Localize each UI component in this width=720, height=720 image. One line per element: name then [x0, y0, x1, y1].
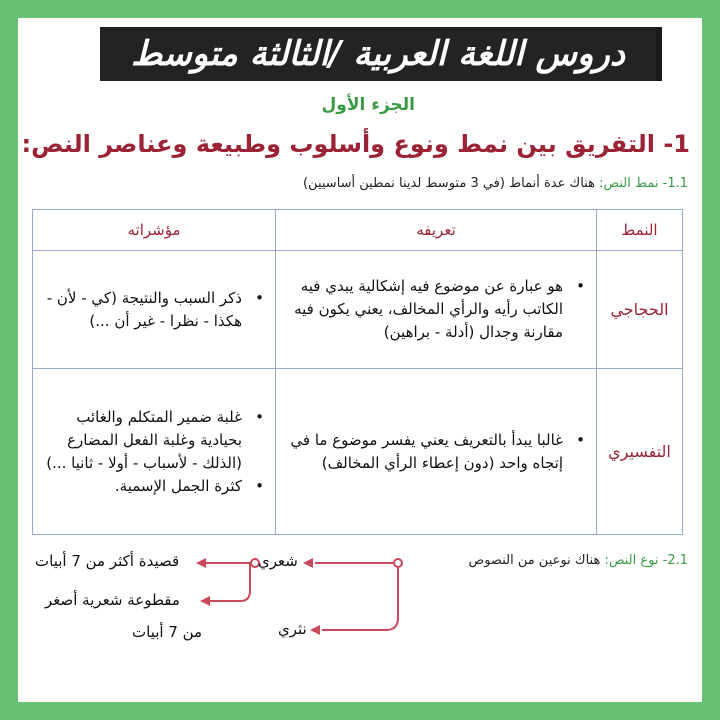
type-poetic: شعري: [258, 552, 298, 570]
poem-label: قصيدة أكثر من 7 أبيات: [35, 552, 180, 570]
subsection-number: 1.1- نمط النص:: [599, 176, 688, 191]
node-dot-icon: [394, 559, 402, 567]
indicator-item: • غلبة ضمير المتكلم والغائب بحيادية وغلبة الفعل المضارع (الذلك - لأسباب - أولا - ثانيا ...): [40, 406, 242, 475]
part-label: الجزء الأول: [321, 95, 415, 115]
section-heading: 1- التفريق بين نمط ونوع وأسلوب وطبيعة وعناصر النص:: [21, 130, 690, 158]
subsection-body: هناك عدة أنماط (في 3 متوسط لدينا نمطين أساسيين): [302, 176, 600, 191]
cell-type-explanatory: التفسيري: [597, 369, 683, 535]
title-banner: دروس اللغة العربية /الثالثة متوسط: [100, 27, 656, 81]
arrow-to-fragment: [210, 563, 250, 601]
subsection-body: هناك نوعين من النصوص: [468, 553, 605, 568]
indicator-item: • كثرة الجمل الإسمية.: [40, 475, 242, 498]
arrowhead-icon: [200, 596, 210, 606]
fragment-label-cont: من 7 أبيات: [132, 623, 203, 641]
cell-type-argumentative: الحجاجي: [597, 251, 683, 369]
arrowhead-icon: [303, 558, 313, 568]
header-indicators: مؤشراته: [33, 210, 276, 251]
subsection-number: 2.1- نوع النص:: [604, 553, 688, 568]
definition-item: • هو عبارة عن موضوع فيه إشكالية يبدي فيه الكاتب رأيه والرأي المخالف، يعني يكون فيه مقارنة وجدال (أدلة - براهين): [283, 275, 563, 344]
indicator-item: • ذكر السبب والنتيجة (كي - لأن - هكذا - نظرا - غير أن ...): [40, 287, 242, 333]
definition-item: • غالبا يبدأ بالتعريف يعني يفسر موضوع ما في إتجاه واحد (دون إعطاء الرأي المخالف): [283, 429, 563, 475]
arrowhead-icon: [310, 625, 320, 635]
header-definition: تعريفه: [276, 210, 597, 251]
header-type: النمط: [597, 210, 683, 251]
arrowhead-icon: [196, 558, 206, 568]
arrow-to-prose: [322, 563, 398, 630]
type-prose: نثري: [278, 620, 307, 638]
fragment-label: مقطوعة شعرية أصغر: [45, 591, 180, 609]
